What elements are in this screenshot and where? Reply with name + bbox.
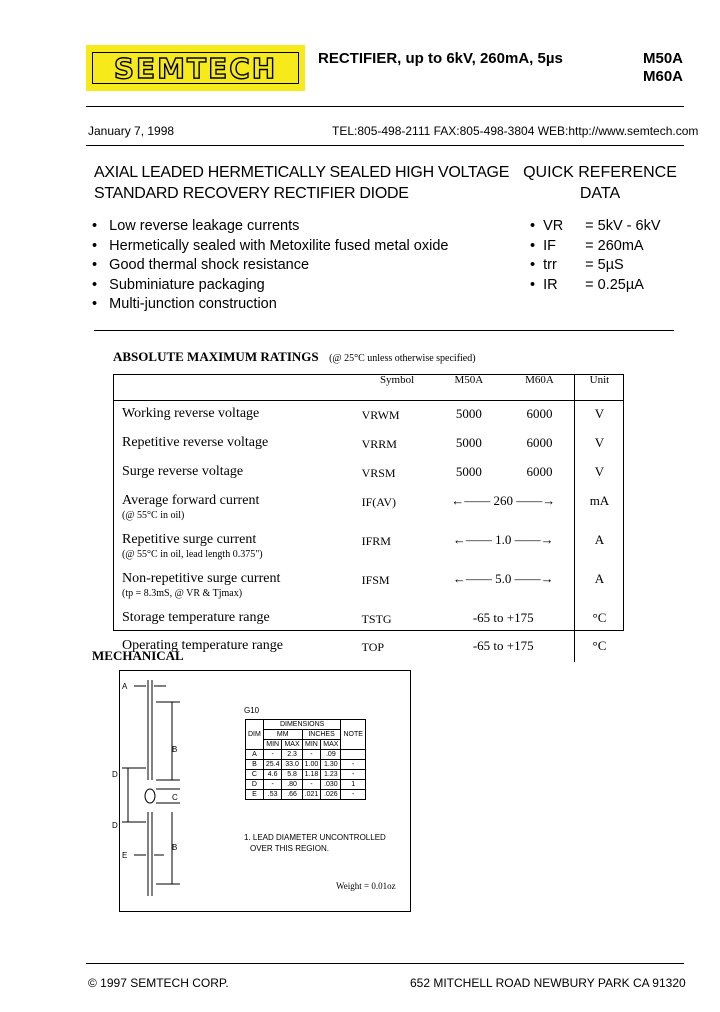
document-date: January 7, 1998: [88, 124, 175, 138]
dim-cell-mm-max: .80: [282, 780, 302, 790]
dim-cell-note: -: [341, 770, 365, 780]
logo-frame: [92, 52, 299, 84]
rating-row: [113, 527, 624, 566]
rating-condition-note: (@ 55°C in oil): [122, 510, 185, 521]
package-weight: Weight = 0.01oz: [336, 881, 396, 891]
arrow-right-icon: ——→: [511, 532, 554, 547]
unit-mm: MM: [263, 730, 302, 740]
dim-row: [246, 750, 366, 760]
note-line-2: OVER THIS REGION.: [250, 844, 329, 853]
label-b-top: B: [172, 745, 178, 754]
rating-value-m50: 5000: [455, 464, 482, 479]
rating-unit: V: [574, 430, 624, 459]
feature-item: • Subminiature packaging: [92, 276, 265, 293]
header-param-cell: [113, 374, 362, 401]
ratings-title: ABSOLUTE MAXIMUM RATINGS: [113, 349, 319, 364]
dim-table-body: [246, 750, 366, 800]
dim-row: [246, 790, 366, 800]
dim-row: [246, 770, 366, 780]
dimensions-table: [245, 719, 366, 800]
headline-line-1: AXIAL LEADED HERMETICALLY SEALED HIGH VOLTAGE: [94, 164, 510, 181]
dim-cell-in-max: 1.23: [321, 770, 341, 780]
rating-row: [113, 488, 624, 527]
package-code: G10: [244, 706, 260, 715]
rating-param: [113, 566, 362, 605]
document-title: RECTIFIER, up to 6kV, 260mA, 5µs: [318, 50, 563, 67]
arrow-left-icon: ←——: [451, 493, 494, 508]
dim-cell-in-min: -: [302, 750, 321, 760]
dim-cell-mm-max: 2.3: [282, 750, 302, 760]
rating-symbol: TOP: [361, 640, 385, 654]
rating-value-m50: 5000: [455, 406, 482, 421]
quick-reference-title: [520, 162, 680, 204]
rating-condition-note: (@ 55°C in oil, lead length 0.375"): [122, 549, 263, 560]
copyright: © 1997 SEMTECH CORP.: [88, 976, 229, 990]
rating-value: 260: [493, 493, 513, 508]
rating-shared-value: [433, 605, 575, 633]
dim-cell-note: -: [341, 790, 365, 800]
package-outline-drawing: [100, 672, 230, 908]
rating-unit: A: [574, 566, 624, 605]
rating-shared-value: [433, 488, 575, 527]
ratings-heading: [113, 348, 476, 366]
dim-cell-mm-min: -: [263, 750, 282, 760]
arrow-right-icon: ——→: [512, 493, 556, 508]
dim-cell-mm-max: 5.8: [282, 770, 302, 780]
dim-row: [246, 780, 366, 790]
in-min-header: MIN: [302, 740, 321, 750]
arrow-left-icon: ←——: [452, 532, 496, 547]
rating-param-label: Surge reverse voltage: [122, 464, 244, 479]
dim-cell-in-max: .09: [321, 750, 341, 760]
quick-ref-line-1: QUICK REFERENCE: [523, 164, 677, 181]
mm-max-header: MAX: [282, 740, 302, 750]
rating-shared-value: [433, 527, 575, 566]
quick-ref-line-2: DATA: [579, 185, 621, 202]
section-rule: [94, 330, 674, 331]
rating-symbol: VRRM: [361, 437, 397, 451]
label-b-bottom: B: [172, 843, 178, 852]
dim-cell-note: -: [341, 760, 365, 770]
rating-unit: °C: [574, 633, 624, 662]
rating-unit: mA: [574, 488, 624, 527]
rating-value-m60: 6000: [526, 406, 553, 421]
dim-cell-in-min: 1.18: [302, 770, 321, 780]
label-d-bottom: D: [112, 821, 118, 830]
brand-name: SEMTECH: [113, 51, 278, 85]
dim-cell-mm-min: .53: [263, 790, 282, 800]
dim-row: [246, 760, 366, 770]
feature-item: • Good thermal shock resistance: [92, 257, 310, 273]
dim-cell-in-max: .026: [321, 790, 341, 800]
rating-value: -65 to +175: [472, 638, 534, 653]
quick-ref-item: • IF = 260mA: [530, 237, 644, 254]
header-unit: Unit: [574, 374, 624, 401]
feature-item: • Multi-junction construction: [92, 296, 277, 312]
feature-item: • Hermetically sealed with Metoxilite fused metal oxide: [92, 237, 449, 254]
dim-cell-mm-max: .66: [282, 790, 302, 800]
in-max-header: MAX: [321, 740, 341, 750]
rating-param-label: Working reverse voltage: [122, 406, 260, 421]
header-rule: [86, 106, 684, 107]
contact-line: TEL:805-498-2111 FAX:805-498-3804 WEB:http://www.semtech.com: [332, 124, 699, 138]
dim-table-title-row: [246, 720, 366, 730]
rating-value: -65 to +175: [472, 610, 534, 625]
dim-cell-dim: A: [246, 750, 264, 760]
part-number-m50a: M50A: [643, 50, 684, 67]
dim-cell-mm-max: 33.0: [282, 760, 302, 770]
rating-param-label: Average forward current: [122, 493, 260, 508]
rating-symbol: VRWM: [361, 408, 400, 422]
dim-cell-in-max: .030: [321, 780, 341, 790]
rating-row: [113, 566, 624, 605]
ratings-body: [113, 401, 624, 663]
rating-symbol: VRSM: [361, 466, 396, 480]
rating-param: [113, 430, 362, 459]
mechanical-title: MECHANICAL: [92, 648, 184, 663]
product-headline: [94, 162, 509, 204]
note-col-header: NOTE: [341, 720, 365, 750]
rating-param-label: Storage temperature range: [122, 610, 270, 625]
label-c: C: [172, 793, 178, 802]
unit-inches: INCHES: [302, 730, 341, 740]
dim-cell-in-min: 1.00: [302, 760, 321, 770]
rating-shared-value: [433, 633, 575, 662]
quick-ref-item: • trr = 5µS: [530, 257, 624, 273]
dim-cell-in-min: -: [302, 780, 321, 790]
dim-cell-dim: B: [246, 760, 264, 770]
rating-row: [113, 401, 624, 431]
rating-shared-value: [433, 566, 575, 605]
ratings-table: [113, 374, 624, 662]
rating-symbol: TSTG: [361, 612, 392, 626]
label-e: E: [122, 851, 128, 860]
feature-item: • Low reverse leakage currents: [92, 218, 300, 234]
diode-body: [145, 789, 155, 803]
headline-line-2: STANDARD RECOVERY RECTIFIER DIODE: [94, 185, 409, 202]
header-m60a: M60A: [505, 374, 574, 401]
rating-row: [113, 430, 624, 459]
rating-param: [113, 488, 362, 527]
feature-list: [92, 218, 448, 316]
arrow-left-icon: ←——: [452, 571, 496, 586]
rating-value-m50: 5000: [455, 435, 482, 450]
dim-cell-note: [341, 750, 365, 760]
part-number-m60a: M60A: [643, 68, 684, 85]
dim-cell-dim: C: [246, 770, 264, 780]
rating-symbol: IFRM: [361, 534, 391, 548]
quick-reference-list: [530, 218, 661, 296]
semtech-logo: [86, 45, 305, 91]
rating-unit: °C: [574, 605, 624, 633]
ratings-condition: (@ 25°C unless otherwise specified): [329, 353, 476, 364]
dim-cell-note: 1: [341, 780, 365, 790]
rating-param: [113, 401, 362, 431]
mm-min-header: MIN: [263, 740, 282, 750]
quick-ref-item: • VR = 5kV - 6kV: [530, 218, 661, 234]
dim-cell-in-max: 1.30: [321, 760, 341, 770]
quick-ref-item: • IR = 0.25µA: [530, 276, 644, 293]
dim-title: DIMENSIONS: [263, 720, 341, 730]
label-a: A: [122, 682, 128, 691]
rating-param-label: Operating temperature range: [122, 638, 283, 653]
arrow-right-icon: ——→: [511, 571, 554, 586]
mechanical-note: [244, 832, 386, 854]
company-address: 652 MITCHELL ROAD NEWBURY PARK CA 91320: [410, 976, 686, 990]
rating-row: [113, 459, 624, 488]
rating-param: [113, 527, 362, 566]
rating-value-m60: 6000: [526, 435, 553, 450]
rating-param-label: Repetitive surge current: [122, 532, 257, 547]
dim-col-header: DIM: [246, 720, 264, 750]
rating-unit: A: [574, 527, 624, 566]
rating-param-label: Non-repetitive surge current: [122, 571, 281, 586]
footer-rule: [86, 963, 684, 964]
contact-rule: [86, 145, 684, 146]
header-m50a: M50A: [433, 374, 506, 401]
rating-param: [113, 605, 362, 633]
note-line-1: 1. LEAD DIAMETER UNCONTROLLED: [244, 833, 386, 842]
rating-row: [113, 633, 624, 662]
dim-cell-in-min: .021: [302, 790, 321, 800]
rating-condition-note: (tp = 8.3mS, @ VR & Tjmax): [122, 588, 243, 599]
rating-value: 5.0: [495, 571, 512, 586]
label-d-top: D: [112, 770, 118, 779]
rating-symbol: IFSM: [361, 573, 390, 587]
rating-symbol: IF(AV): [361, 495, 397, 509]
dim-cell-mm-min: 4.6: [263, 770, 282, 780]
rating-row: [113, 605, 624, 633]
dim-cell-mm-min: -: [263, 780, 282, 790]
rating-unit: V: [574, 401, 624, 431]
rating-param-label: Repetitive reverse voltage: [122, 435, 269, 450]
ratings-header-row: [113, 374, 624, 401]
dim-cell-mm-min: 25.4: [263, 760, 282, 770]
dim-cell-dim: D: [246, 780, 264, 790]
header-symbol: Symbol: [362, 374, 433, 401]
rating-value-m60: 6000: [526, 464, 553, 479]
rating-value: 1.0: [495, 532, 512, 547]
rating-param: [113, 459, 362, 488]
dim-cell-dim: E: [246, 790, 264, 800]
rating-unit: V: [574, 459, 624, 488]
